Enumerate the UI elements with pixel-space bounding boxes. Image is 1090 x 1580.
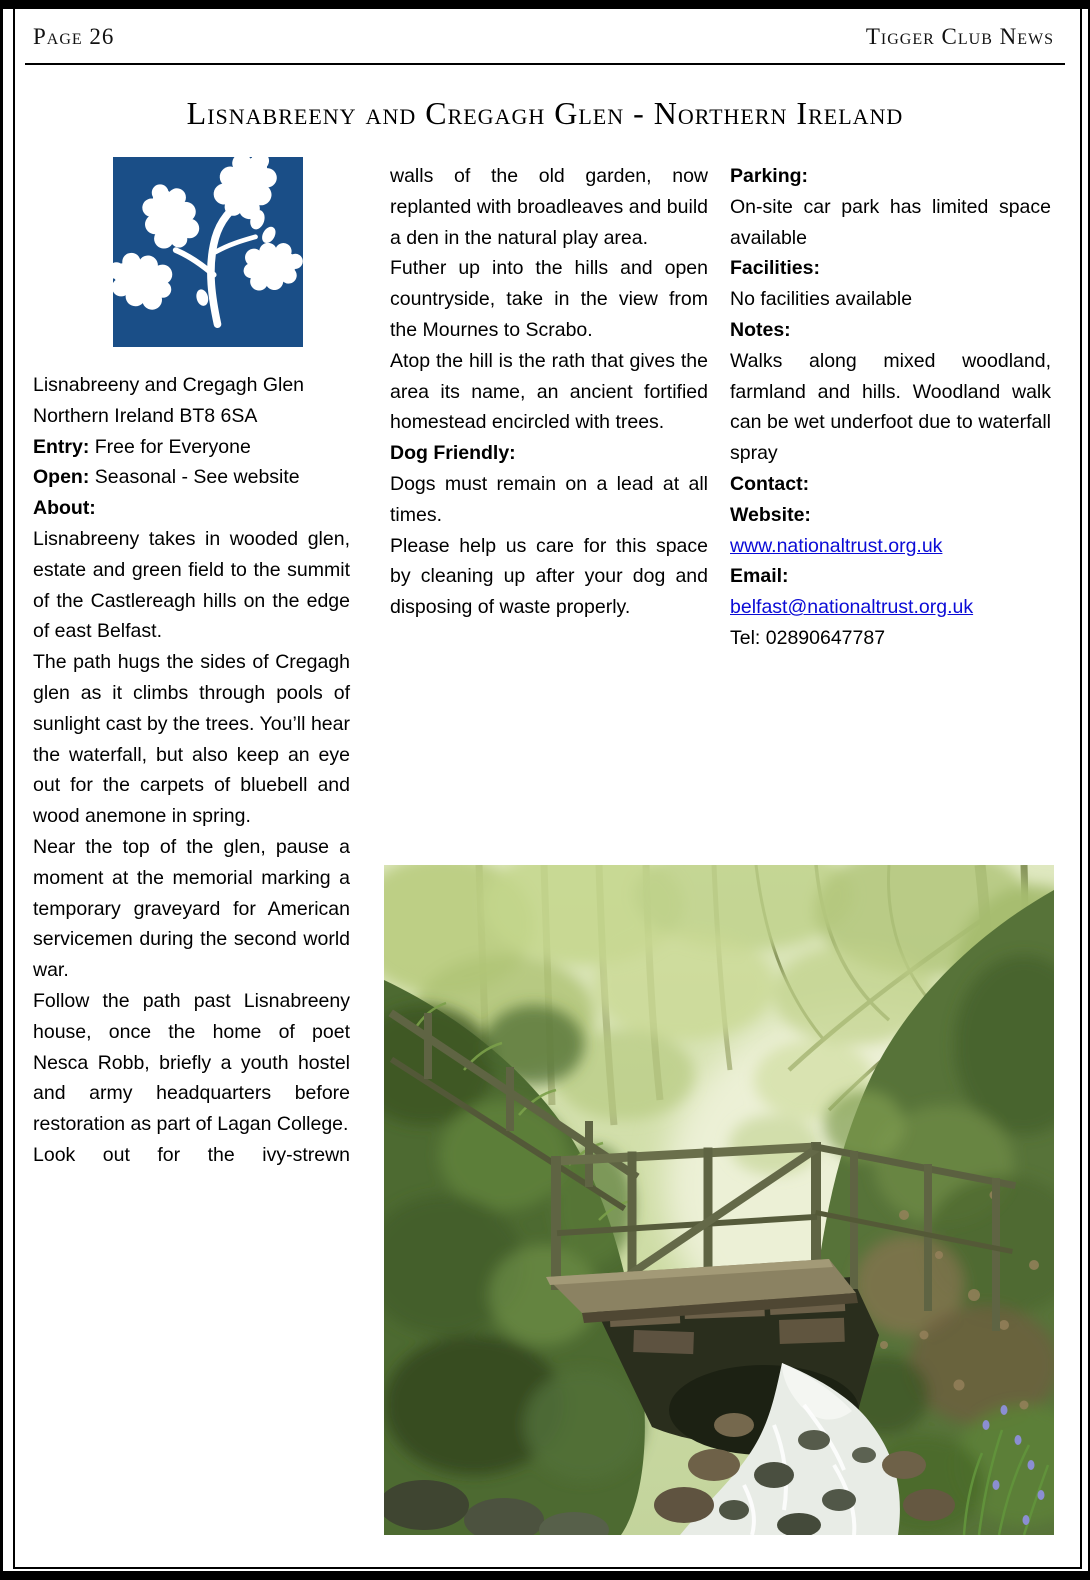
- entry-label: Entry:: [33, 435, 90, 458]
- national-trust-logo: [113, 157, 303, 347]
- page-border-top: [0, 0, 1090, 9]
- parking-text: On-site car park has limited space available: [730, 195, 1051, 249]
- notes-heading: Notes:: [730, 318, 791, 341]
- body-paragraph: Futher up into the hills and open countryside, take in the view from the Mournes to Scrabo.: [390, 257, 708, 341]
- body-paragraph: walls of the old garden, now replanted with broadleaves and build a den in the natural play area.: [390, 165, 708, 249]
- about-paragraph: The path hugs the sides of Cregagh glen as it climbs through pools of sunlight cast by the trees. You’ll hear the waterfall, but also keep an eye out for the carpets of bluebell and wood anemone in spring.: [33, 651, 350, 828]
- oak-leaf-icon: [113, 157, 303, 347]
- about-heading: About:: [33, 497, 96, 520]
- email-link[interactable]: belfast@nationaltrust.org.uk: [730, 596, 974, 619]
- entry-line: [33, 432, 350, 463]
- email-heading: Email:: [730, 565, 789, 588]
- column-left: [33, 155, 350, 1171]
- contact-heading: Contact:: [730, 472, 810, 495]
- parking-heading: Parking:: [730, 165, 809, 187]
- facilities-heading: Facilities:: [730, 257, 820, 280]
- open-line: [33, 462, 350, 493]
- about-paragraph: Follow the path past Lisnabreeny house, once the home of poet Nesca Robb, briefly a youth hostel and army headquarters before restoration as part of Lagan College.: [33, 989, 350, 1136]
- column-right: [730, 161, 1051, 654]
- glen-photo: [384, 865, 1054, 1535]
- entry-value: Free for Everyone: [94, 435, 251, 458]
- masthead: Tigger Club News: [865, 24, 1054, 49]
- telephone: Tel: 02890647787: [730, 626, 886, 649]
- about-paragraph: Lisnabreeny takes in wooded glen, estate and green field to the summit of the Castlereagh hills on the edge of east Belfast.: [33, 527, 350, 643]
- email-line: [730, 592, 1051, 623]
- about-paragraph: Near the top of the glen, pause a moment at the memorial marking a temporary graveyard for American servicemen during the second world war.: [33, 835, 350, 982]
- page-border-left: [0, 0, 3, 1580]
- address-line-2: Northern Ireland BT8 6SA: [33, 404, 258, 427]
- website-link[interactable]: www.nationaltrust.org.uk: [730, 534, 943, 557]
- page-number: Page 26: [33, 24, 115, 49]
- website-heading: Website:: [730, 503, 811, 526]
- column-middle: [390, 161, 708, 623]
- body-paragraph: Atop the hill is the rath that gives the area its name, an ancient fortified homestead encircled with trees.: [390, 349, 708, 434]
- dog-friendly-text: Dogs must remain on a lead at all times.: [390, 472, 708, 526]
- header-rule: [25, 63, 1065, 65]
- dog-friendly-heading: Dog Friendly:: [390, 442, 516, 465]
- about-paragraph-continued: Look out for the ivy-strewn: [33, 1143, 350, 1166]
- page-border-bottom: [0, 1571, 1090, 1580]
- address-line-1: Lisnabreeny and Cregagh Glen: [33, 374, 305, 396]
- glen-photo-illustration: [384, 865, 1054, 1535]
- notes-text: Walks along mixed woodland, farmland and hills. Woodland walk can be wet underfoot due to waterfall spray: [730, 349, 1051, 465]
- open-value: Seasonal - See website: [94, 466, 300, 489]
- article-title: Lisnabreeny and Cregagh Glen - Northern Ireland: [186, 95, 904, 131]
- facilities-text: No facilities available: [730, 288, 913, 311]
- dog-friendly-text: Please help us care for this space by cleaning up after your dog and disposing of waste properly.: [390, 534, 708, 619]
- open-label: Open:: [33, 466, 90, 489]
- website-line: [730, 531, 1051, 562]
